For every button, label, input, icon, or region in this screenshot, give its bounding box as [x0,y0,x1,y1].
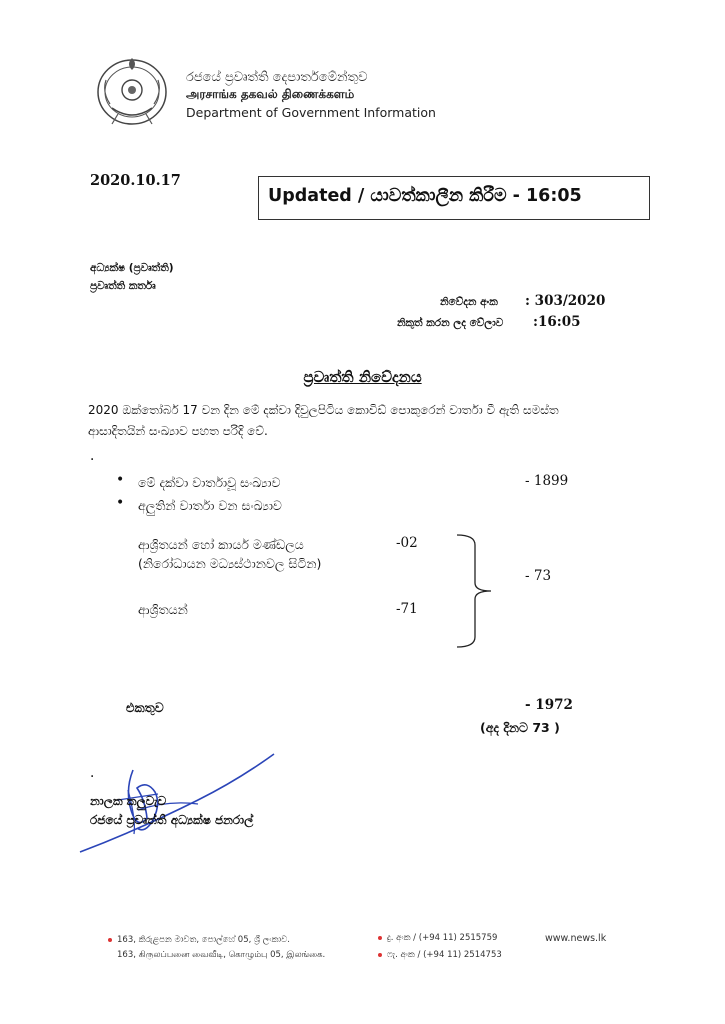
footer-address-tamil: 163, கிருலப்பனை வைவீடி, கொழும்பு 05, இலங்கை. [117,950,326,960]
updated-banner: Updated / යාවත්කාලීන කිරීම - 16:05 [258,176,650,220]
bullet-icon [108,938,112,942]
page-title: ප්‍රවෘත්ති නිවේදනය [303,368,422,386]
signature-dot: . [90,765,95,781]
footer-address-sinhala: 163, කිරුළපන මාවත, පොල්හේ 05, ශ්‍රී ලංකාව. [108,935,290,945]
total-today: (අද දිනට 73 ) [480,720,560,735]
intro-dot: . [90,448,95,464]
release-date: 2020.10.17 [90,172,181,189]
group-total-value: - 73 [525,568,552,584]
notice-time-label: නිකුත් කරන ලද වේලාව [397,317,504,329]
dept-name-sinhala: රජයේ ප්‍රවෘත්ති දෙපාර්තමේන්තුව [186,70,368,85]
reported-value: - 1899 [525,473,569,489]
signatory-title: රජයේ ප්‍රවෘත්ති අධ්‍යක්ෂ ජනරාල් [90,813,254,827]
total-label: එකතුව [126,700,164,715]
footer-fax: ෆැ. අංක / (+94 11) 2514753 [378,950,502,960]
right-brace-icon [455,533,500,650]
footer-website[interactable]: www.news.lk [545,933,607,944]
signatory-name: නාලක කලුවැව [90,794,167,808]
contacts-staff-value: -02 [396,535,418,551]
total-value: - 1972 [525,697,573,713]
government-emblem-icon [92,50,172,130]
dept-name-english: Department of Government Information [186,105,436,120]
fax-icon [378,953,382,957]
contacts-staff-sub: (නිරෝධායන මධ්‍යස්ථානවල සිටින) [138,556,322,571]
bullet-icon: • [116,495,125,511]
new-cases-label: අලුතින් වාර්තා වන සංඛ්‍යාව [138,498,282,513]
notice-number-label: නිවේදන අංක [440,296,498,308]
intro-line-2: ආසාදිතයින් සංඛ්‍යාව පහත පරිදි වේ. [88,424,268,438]
reported-label: මේ දක්වා වාර්තාවූ සංඛ්‍යාව [138,475,281,490]
contacts-staff-label: ආශ්‍රිතයන් හෝ කාර්ය මණ්ඩලය [138,537,304,552]
phone-icon [378,936,382,940]
contacts-label: ආශ්‍රිතයන් [138,602,188,617]
notice-time-value: :16:05 [533,314,581,330]
intro-line-1: 2020 ඔක්තෝබර් 17 වන දින මේ දක්වා දිවුලපිටිය කොවිඩ් පොකුරෙන් වාර්තා වී ඇති සමස්ත [88,403,559,417]
bullet-icon: • [116,472,125,488]
contacts-value: -71 [396,601,418,617]
addressee-editor: ප්‍රවෘත්ති කර්තෘ [90,280,156,292]
addressee-director: අධ්‍යක්ෂ (ප්‍රවෘත්ති) [90,262,174,274]
dept-name-tamil: அரசாங்க தகவல் திணைக்களம் [186,87,355,101]
footer-phone: දු. අංක / (+94 11) 2515759 [378,933,497,943]
notice-number-value: : 303/2020 [525,293,606,309]
